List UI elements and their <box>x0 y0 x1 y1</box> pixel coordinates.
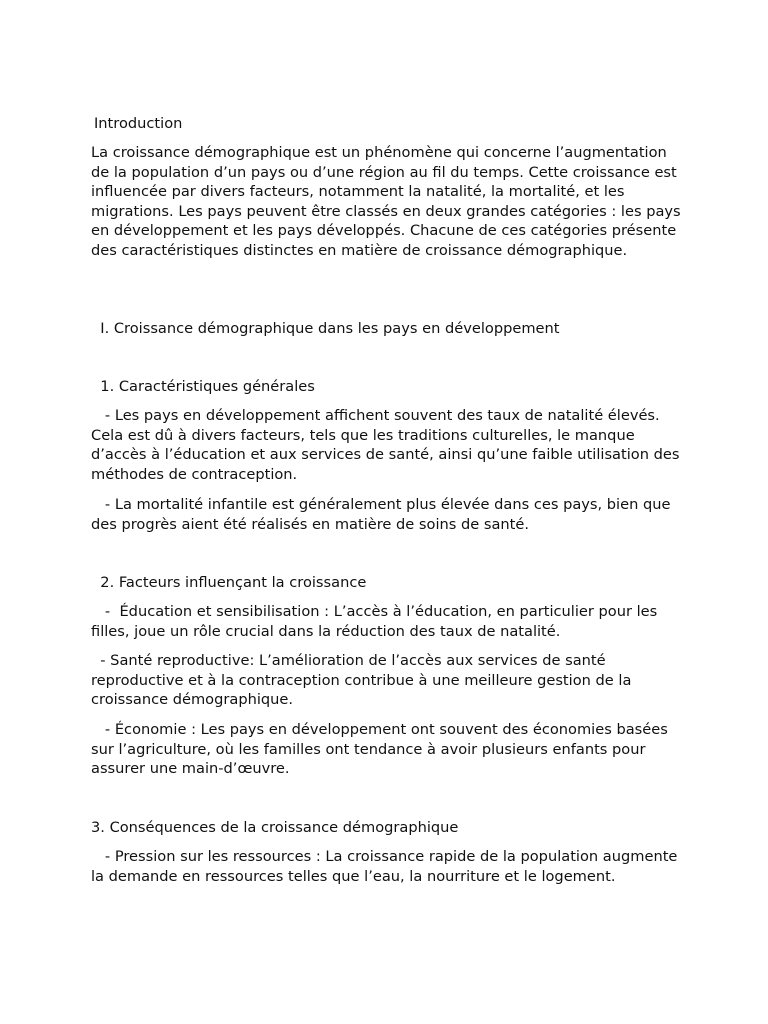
subsection-3-paragraph-1: - Pression sur les ressources : La croissance rapide de la population augmente la demande en ressources telles que l’eau, la nourriture et le logement. <box>91 848 683 885</box>
subsection-2-paragraph-2: - Santé reproductive: L’amélioration de l’accès aux services de santé reproductive et à la contraception contribue à une meilleure gestion de la croissance démographique. <box>91 652 637 709</box>
subsection-1-paragraph-1: - Les pays en développement affichent souvent des taux de natalité élevés. Cela est dû à divers facteurs, tels que les traditions culturelles, le manque d’accès à l’éducation et aux services de santé, ainsi qu’une faible utilisation des méthodes de contraception. <box>91 407 685 483</box>
document-title: Introduction <box>94 115 183 132</box>
subsection-2-paragraph-3: - Économie : Les pays en développement ont souvent des économies basées sur l’agriculture, où les familles ont tendance à avoir plusieurs enfants pour assurer une main-d’œuvre. <box>91 721 673 778</box>
subsection-2-paragraph-1: - Éducation et sensibilisation : L’accès à l’éducation, en particulier pour les filles, joue un rôle crucial dans la réduction des taux de natalité. <box>91 603 662 640</box>
subsection-2-heading: 2. Facteurs influençant la croissance <box>91 574 367 591</box>
intro-paragraph: La croissance démographique est un phénomène qui concerne l’augmentation de la population d’un pays ou d’une région au fil du temps. Cette croissance est influencée par divers facteurs, notamment la natalité, la mortalité, et les migrations. Les pays peuvent être classés en deux grandes catégories : les pays en développement et les pays développés. Chacune de ces catégories présente des caractéristiques distinctes en matière de croissance démographique. <box>91 144 686 259</box>
section-1-heading: I. Croissance démographique dans les pays en développement <box>91 320 560 337</box>
subsection-1-heading: 1. Caractéristiques générales <box>91 378 315 395</box>
subsection-3-heading: 3. Conséquences de la croissance démographique <box>91 819 459 836</box>
subsection-1-paragraph-2: - La mortalité infantile est généralement plus élevée dans ces pays, bien que des progrès aient été réalisés en matière de soins de santé. <box>91 496 676 533</box>
